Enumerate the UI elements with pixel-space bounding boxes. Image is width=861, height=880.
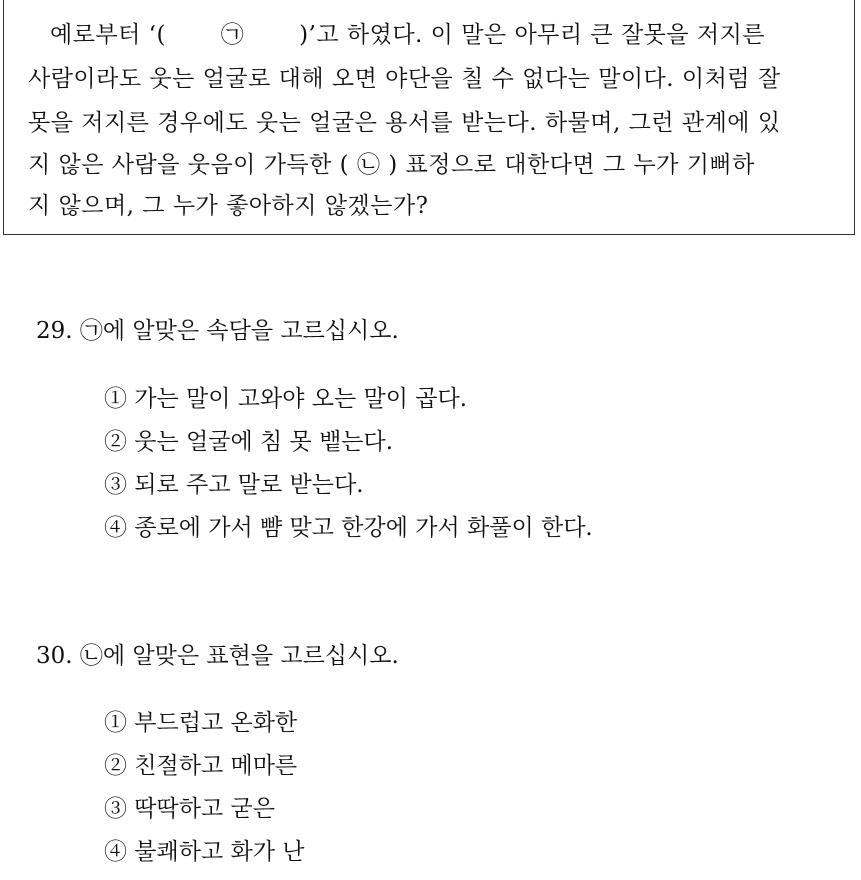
question-29-option-3[interactable]: ③ 되로 주고 말로 받는다. (104, 472, 364, 498)
question-29-option-4[interactable]: ④ 종로에 가서 뺨 맞고 한강에 가서 화풀이 한다. (104, 515, 593, 541)
passage-line-5: 지 않으며, 그 누가 좋아하지 않겠는가? (28, 193, 429, 219)
question-30-title: 30. ㉡에 알맞은 표현을 고르십시오. (36, 643, 399, 669)
passage-line-3: 못을 저지른 경우에도 웃는 얼굴은 용서를 받는다. 하물며, 그런 관계에 있 (28, 110, 781, 136)
question-29-option-1[interactable]: ① 가는 말이 고와야 오는 말이 곱다. (104, 386, 468, 412)
question-30-option-1[interactable]: ① 부드럽고 온화한 (104, 710, 298, 736)
passage-line-1: 예로부터 ‘( ㉠ )’고 하였다. 이 말은 아무리 큰 잘못을 저지른 (50, 22, 766, 48)
question-30-option-3[interactable]: ③ 딱딱하고 굳은 (104, 796, 275, 822)
question-29-title: 29. ㉠에 알맞은 속담을 고르십시오. (36, 318, 399, 344)
passage-line-4: 지 않은 사람을 웃음이 가득한 ( ㉡ ) 표정으로 대한다면 그 누가 기뻐하 (28, 152, 755, 178)
question-29-option-2[interactable]: ② 웃는 얼굴에 침 못 뱉는다. (104, 429, 394, 455)
passage-box (3, 0, 855, 235)
question-30-option-2[interactable]: ② 친절하고 메마른 (104, 753, 298, 779)
passage-line-2: 사람이라도 웃는 얼굴로 대해 오면 야단을 칠 수 없다는 말이다. 이처럼 잘 (28, 66, 781, 92)
question-30-option-4[interactable]: ④ 불쾌하고 화가 난 (104, 839, 305, 865)
